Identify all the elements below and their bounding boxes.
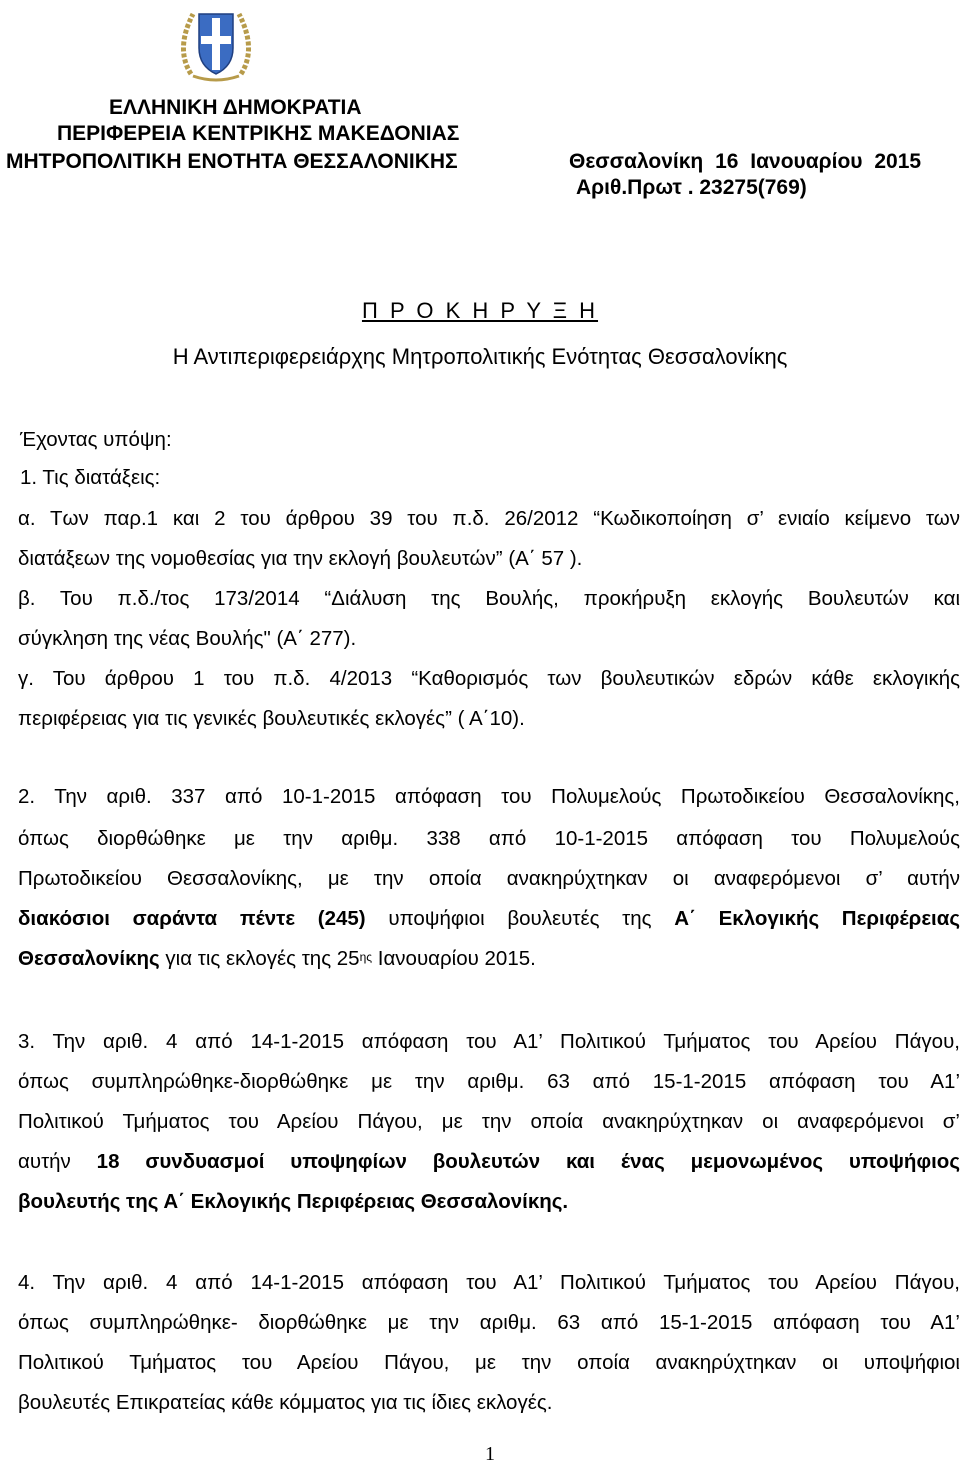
header-unit: ΜΗΤΡΟΠΟΛΙΤΙΚΗ ΕΝΟΤΗΤΑ ΘΕΣΣΑΛΟΝΙΚΗΣ [6,150,458,173]
s3-line2: όπως συμπληρώθηκε-διορθώθηκε με την αριθμ. 63 από 15-1-2015 απόφαση του Α1’ [18,1070,960,1093]
s2-mid-text: υποψήφιοι βουλευτές της [388,907,652,930]
s2-line4 [18,906,960,932]
s2-line2: όπως διορθώθηκε με την αριθμ. 338 από 10-1-2015 απόφαση του Πολυμελούς [18,827,960,850]
header-republic: ΕΛΛΗΝΙΚΗ ΔΗΜΟΚΡΑΤΙΑ [109,96,362,119]
s3-line3: Πολιτικού Τμήματος του Αρείου Πάγου, με την οποία ανακηρύχτηκαν οι αναφερόμενοι σ’ [18,1110,960,1133]
intro-text: Έχοντας υπόψη: [20,428,172,451]
s1-b-line2: σύγκληση της νέας Βουλής" (Α΄ 277). [18,627,357,650]
s3-line1: 3. Την αριθ. 4 από 14-1-2015 απόφαση του Α1’ Πολιτικού Τμήματος του Αρείου Πάγου, [18,1030,960,1053]
s2-text: για τις εκλογές της 25 [165,947,360,970]
s2-line3: Πρωτοδικείου Θεσσαλονίκης, με την οποία ανακηρύχτηκαν οι αναφερόμενοι σ’ αυτήν [18,867,960,890]
s4-line4: βουλευτές Επικρατείας κάθε κόμματος για τις ίδιες εκλογές. [18,1391,553,1414]
protocol-number: Αριθ.Πρωτ . 23275(769) [576,176,807,199]
page-number: 1 [485,1443,495,1465]
s3-line5 [18,1189,960,1215]
s1-c-line1: γ. Του άρθρου 1 του π.δ. 4/2013 “Καθορισμός των βουλευτικών εδρών κάθε εκλογικής [18,667,960,690]
header-region: ΠΕΡΙΦΕΡΕΙΑ ΚΕΝΤΡΙΚΗΣ ΜΑΚΕΔΟΝΙΑΣ [57,122,460,145]
s4-line1: 4. Την αριθ. 4 από 14-1-2015 απόφαση του Α1’ Πολιτικού Τμήματος του Αρείου Πάγου, [18,1271,960,1294]
document-subtitle: Η Αντιπεριφερειάρχης Μητροπολιτικής Ενότητας Θεσσαλονίκης [172,344,788,369]
s2-end: Ιανουαρίου 2015. [377,947,536,970]
s1-a-line1: α. Των παρ.1 και 2 του άρθρου 39 του π.δ. 26/2012 “Κωδικοποίηση σ’ ενιαίο κείμενο των [18,507,960,530]
s2-sup: ης [359,950,373,964]
s2-line5 [18,946,960,972]
coat-of-arms-icon [171,4,261,84]
section-1-heading: 1. Τις διατάξεις: [20,466,161,489]
s4-line3: Πολιτικού Τμήματος του Αρείου Πάγου, με την οποία ανακηρύχτηκαν οι υποψήφιοι [18,1351,960,1374]
s2-bold-count: διακόσιοι σαράντα πέντε (245) [18,907,366,930]
header-date: Θεσσαλονίκη 16 Ιανουαρίου 2015 [569,150,922,173]
document-title: Π Ρ Ο Κ Η Ρ Υ Ξ Η [361,298,599,323]
s3-text: αυτήν [18,1150,71,1173]
s1-a-line2: διατάξεων της νομοθεσίας για την εκλογή βουλευτών” (Α΄ 57 ). [18,547,583,570]
s2-bold-city: Θεσσαλονίκης [18,947,160,970]
s2-line1: 2. Την αριθ. 337 από 10-1-2015 απόφαση του Πολυμελούς Πρωτοδικείου Θεσσαλονίκης, [18,785,960,808]
s1-b-line1: β. Του π.δ./τος 173/2014 “Διάλυση της Βουλής, προκήρυξη εκλογής Βουλευτών και [18,587,960,610]
s2-bold-region: Α΄ Εκλογικής Περιφέρειας [674,907,960,930]
s3-bold-region: βουλευτής της Α΄ Εκλογικής Περιφέρειας Θεσσαλονίκης. [18,1190,569,1213]
s3-bold-combos: 18 συνδυασμοί υποψηφίων βουλευτών και ένας μεμονωμένος υποψήφιος [96,1150,960,1173]
s1-c-line2: περιφέρειας για τις γενικές βουλευτικές εκλογές” ( Α΄10). [18,707,525,730]
s4-line2: όπως συμπληρώθηκε- διορθώθηκε με την αριθμ. 63 από 15-1-2015 απόφαση του Α1’ [18,1311,960,1334]
s3-line4 [18,1149,960,1175]
